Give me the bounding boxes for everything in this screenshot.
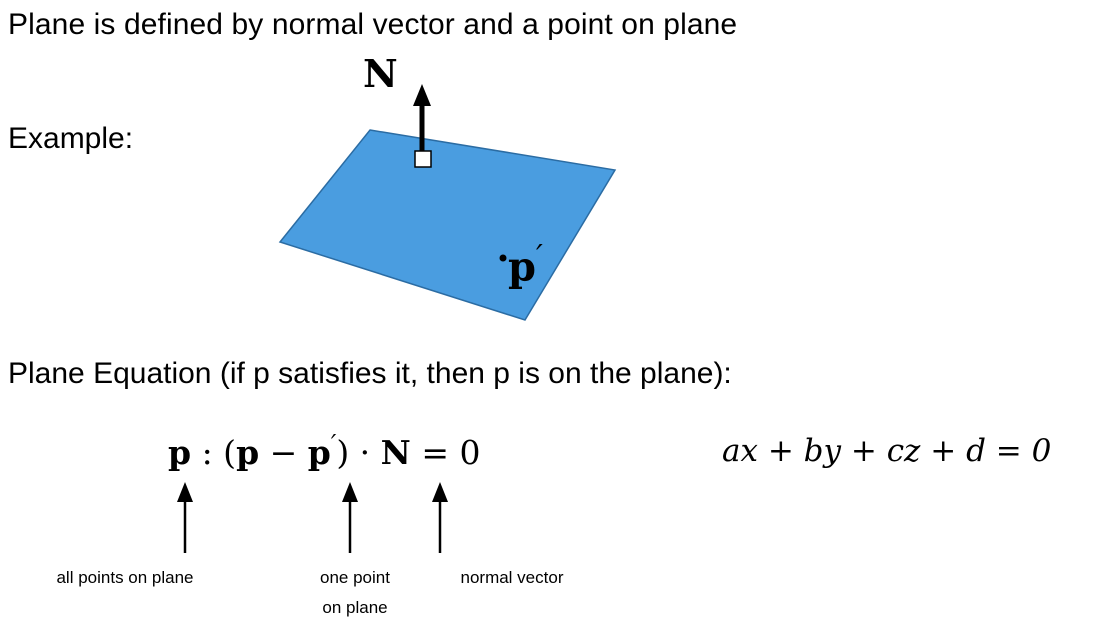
plane-equation-main: p : (p − p′) · N = 0 bbox=[168, 430, 481, 472]
plane-polygon bbox=[280, 130, 615, 320]
arrow-normal-vector bbox=[432, 482, 448, 553]
plane-equation-label: Plane Equation (if p satisfies it, then p is on the plane): bbox=[8, 357, 732, 390]
caption-one-point-line2: on plane bbox=[322, 598, 388, 617]
caption-all-points-on-plane: all points on plane bbox=[56, 568, 194, 587]
page-title: Plane is defined by normal vector and a point on plane bbox=[8, 8, 738, 41]
point-dot bbox=[500, 255, 507, 262]
arrow-one-point-on-plane bbox=[342, 482, 358, 553]
plane-equation-alternate: ax + by + cz + d = 0 bbox=[722, 433, 1052, 469]
caption-normal-vector: normal vector bbox=[460, 568, 564, 587]
arrow-all-points-on-plane bbox=[177, 482, 193, 553]
normal-vector-label: N bbox=[363, 51, 398, 96]
plane-diagram bbox=[260, 50, 660, 340]
example-label: Example: bbox=[8, 122, 134, 155]
point-on-plane-label: p′ bbox=[508, 239, 543, 291]
caption-one-point-line1: one point bbox=[320, 568, 390, 587]
right-angle-marker bbox=[415, 151, 431, 167]
